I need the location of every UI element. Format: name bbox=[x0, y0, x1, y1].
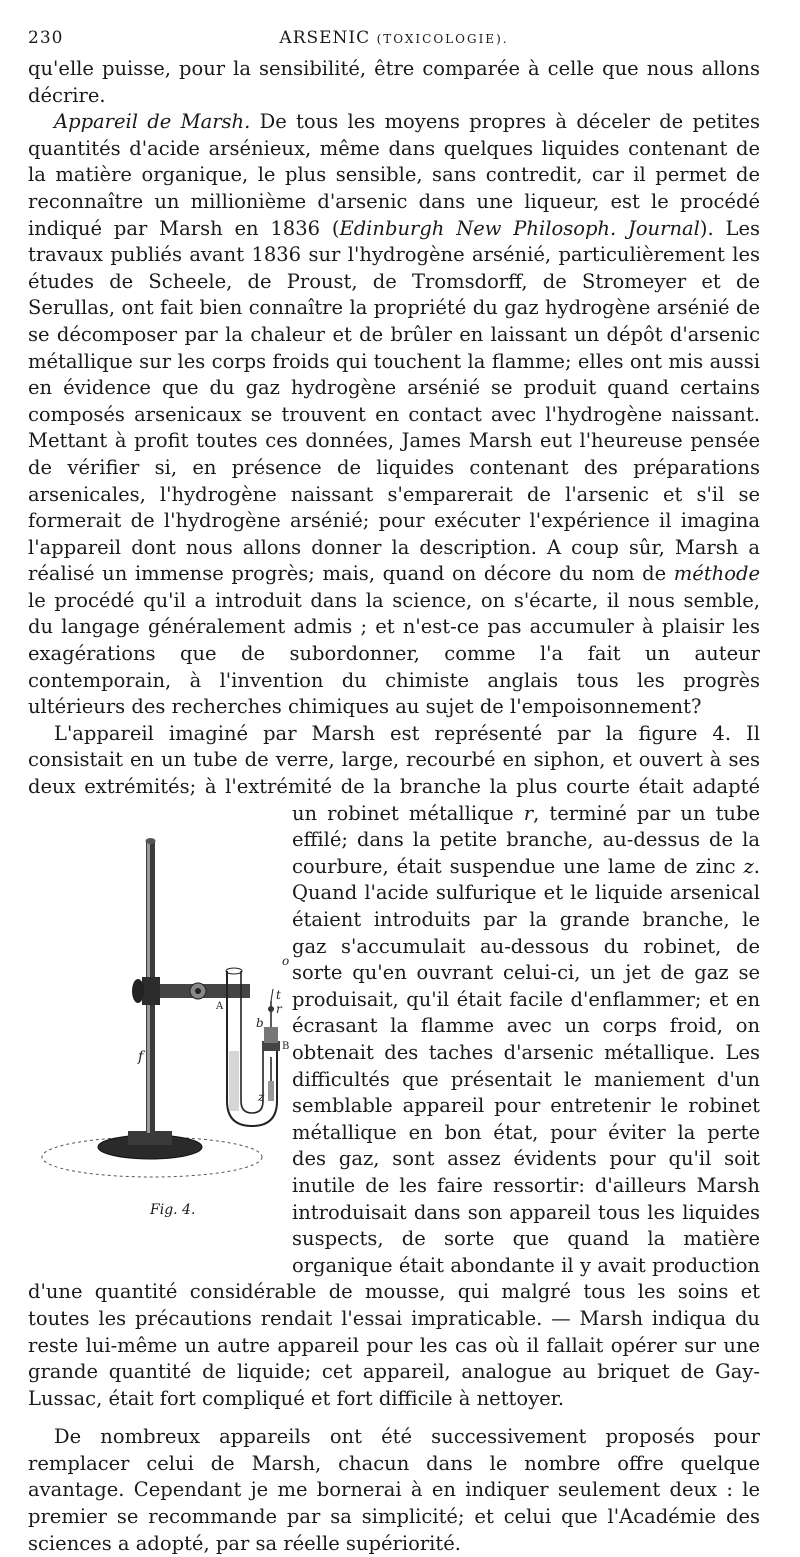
label-B: B bbox=[282, 1040, 290, 1052]
label-o: o bbox=[282, 953, 290, 968]
paragraph-continuation: qu'elle puisse, pour la sensibilité, être comparée à celle que nous allons décrire. bbox=[28, 57, 760, 107]
page-header bbox=[28, 28, 760, 56]
page-number: 230 bbox=[28, 28, 64, 48]
label-r: r bbox=[276, 1001, 282, 1016]
figure-caption: Fig. 4. bbox=[150, 1201, 196, 1218]
journal-title: Edinburgh New Philosoph. Journal bbox=[339, 216, 700, 240]
document-page bbox=[28, 28, 760, 1557]
var-z: z bbox=[743, 854, 754, 878]
running-title: ARSENIC (TOXICOLOGIE). bbox=[279, 28, 509, 48]
paragraph-figure-description: L'appareil imaginé par Marsh est représenté par la figure 4. Il consistait en un tube de verre, large, recourbé en siphon, et ouvert à ses deux extrémités; à l'extrémité de la branche la plus courte était adapté un robinet métallique o t r b A B f z Fig. 4. r, terminé par un tube effilé; dans la petite branche, au-dessus de la courbure, était suspendue une lame de zinc z. Quand l'acide sulfurique et le liquide arsenical étaient introduits par la grande branche, le gaz s'accumulait au-dessous du robinet, de sorte qu'en ouvrant celui-ci, un jet de gaz se produisait, qu'il était facile d'enflammer; et en écrasant la flamme avec un corps froid, on obtenait des taches d'arsenic métallique. Les difficultés que présentait le maniement d'un semblable appareil pour entretenir le robinet métallique en bon état, pour éviter la perte des gaz, sont assez évidents pour qu'il soit inutile de les faire ressortir: d'ailleurs Marsh introduisait dans son appareil tous les liquides suspects, de sorte que quand la matière organique était abondante il y avait production d'une quantité considérable de mousse, qui malgré tous les soins et toutes les précautions rendait l'essai impraticable. — Marsh indiqua du reste lui-même un autre appareil pour les cas où il fallait opérer sur une grande quantité de liquide; cet appareil, analogue au briquet de Gay-Lussac, était fort compliqué et fort difficile à nettoyer. bbox=[28, 721, 760, 1412]
paragraph-other-apparatus: De nombreux appareils ont été successivement proposés pour remplacer celui de Marsh, chacun dans le nombre offre quelque avantage. Cependant je me bornerai à en indiquer seulement deux : le premier se recommande par sa simplicité; et celui que l'Académie des sciences a adopté, par sa réelle supériorité. bbox=[28, 1425, 760, 1555]
var-r: r bbox=[523, 801, 534, 825]
label-f: f bbox=[138, 1048, 144, 1065]
label-b: b bbox=[256, 1015, 264, 1030]
label-A: A bbox=[216, 1000, 224, 1012]
label-t: t bbox=[276, 987, 281, 1002]
label-z: z bbox=[258, 1089, 265, 1104]
figure-4 bbox=[20, 801, 288, 1263]
methode-term: méthode bbox=[673, 562, 760, 586]
section-heading: Appareil de Marsh. bbox=[54, 110, 251, 134]
marsh-apparatus-illustration bbox=[20, 801, 288, 1211]
paragraph-appareil-de-marsh: Appareil de Marsh. De tous les moyens propres à déceler de petites quantités d'acide arsénieux, même dans quelques liquides contenant de la matière organique, le plus sensible, sans contredit, car il permet de reconnaître un millionième d'arsenic dans une liqueur, est le procédé indiqué par Marsh en 1836 (Edinburgh New Philosoph. Journal). Les travaux publiés avant 1836 sur l'hydrogène arsénié, particulièrement les études de Scheele, de Proust, de Tromsdorff, de Stromeyer et de Serullas, ont fait bien connaître la propriété du gaz hydrogène arsénié de se décomposer par la chaleur et de brûler en laissant un dépôt d'arsenic métallique sur les corps froids qui touchent la flamme; elles ont mis aussi en évidence que du gaz hydrogène arsénié se produit quand certains composés arsenicaux se trouvent en contact avec l'hydrogène naissant. Mettant à profit toutes ces données, James Marsh eut l'heureuse pensée de vérifier si, en présence de liquides contenant des préparations arsenicales, l'hydrogène naissant s'emparerait de l'arsenic et s'il se formerait de l'hydrogène arsénié; pour exécuter l'expérience il imagina l'appareil dont nous allons donner la description. A coup sûr, Marsh a réalisé un immense progrès; mais, quand on décore du nom de méthode le procédé qu'il a introduit dans la science, on s'écarte, il nous semble, du langage généralement admis ; et n'est-ce pas accumuler à plaisir les exagérations que de subordonner, comme l'a fait un auteur contemporain, à l'invention du chimiste anglais tous les progrès ultérieurs des recherches chimiques au sujet de l'empoisonnement? bbox=[28, 110, 760, 719]
